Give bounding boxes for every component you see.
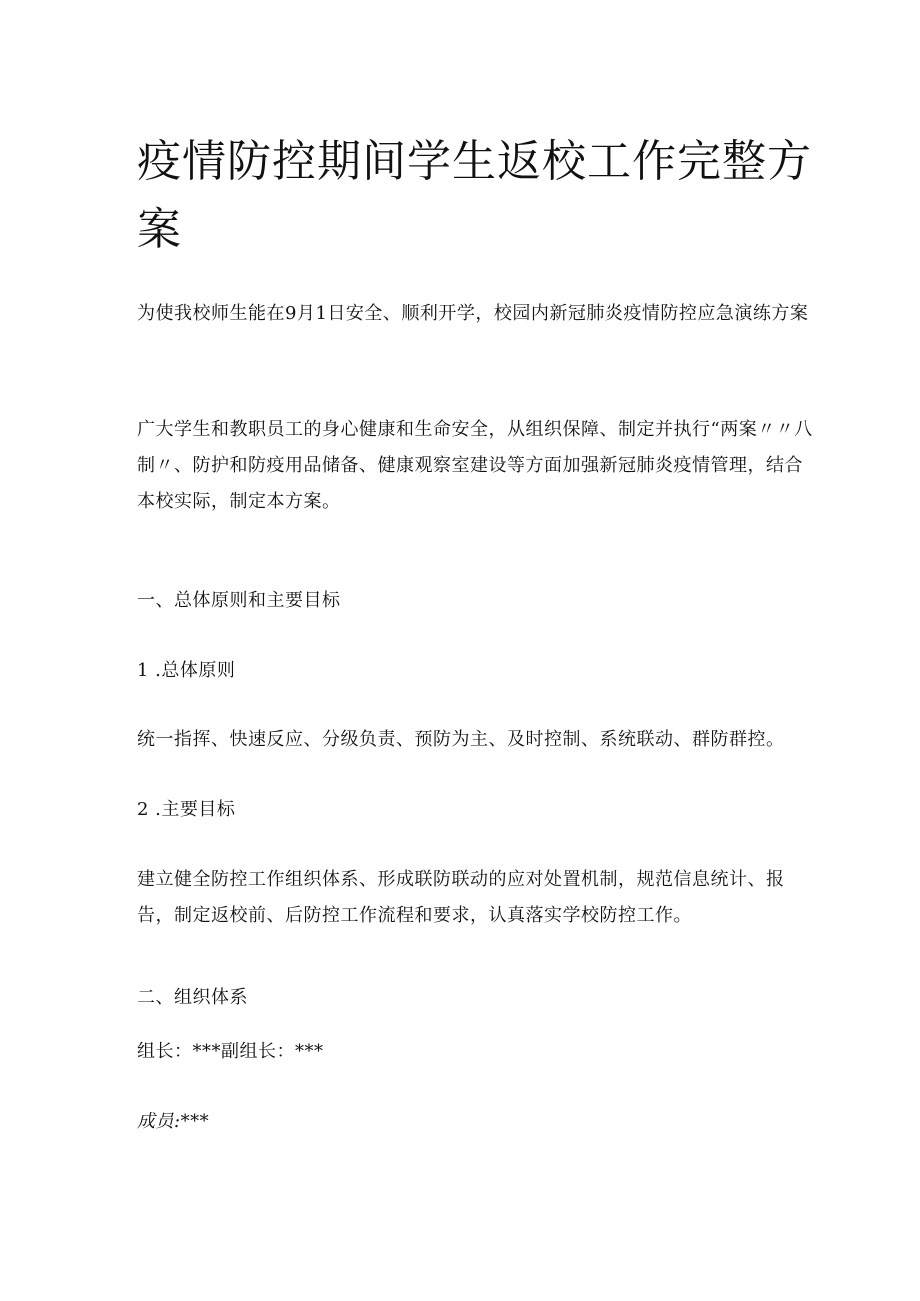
members-line: 成员:*** <box>137 1111 210 1132</box>
group-leaders-line: 组长：***副组长：*** <box>137 1041 324 1062</box>
section-heading-principles: 一、总体原则和主要目标 <box>137 590 341 611</box>
goals-paragraph: 建立健全防控工作组织体系、形成联防联动的应对处置机制，规范信息统计、报告，制定返校前、后防控工作流程和要求，认真落实学校防控工作。 <box>137 869 785 926</box>
subheading-main-goals: 2 .主要目标 <box>137 799 236 820</box>
document-title: 疫情防控期间学生返校工作完整方案 <box>137 136 812 255</box>
section-heading-organization: 二、组织体系 <box>137 987 248 1008</box>
subheading-general-principles: 1 .总体原则 <box>137 660 236 681</box>
background-paragraph: 广大学生和教职员工的身心健康和生命安全，从组织保障、制定并执行“两案〃〃八制〃、防护和防疫用品储备、健康观察室建设等方面加强新冠肺炎疫情管理，结合本校实际，制定本方案。 <box>137 419 813 512</box>
intro-paragraph: 为使我校师生能在9月1日安全、顺利开学，校园内新冠肺炎疫情防控应急演练方案 <box>137 303 809 324</box>
principles-paragraph: 统一指挥、快速反应、分级负责、预防为主、及时控制、系统联动、群防群控。 <box>137 729 785 750</box>
